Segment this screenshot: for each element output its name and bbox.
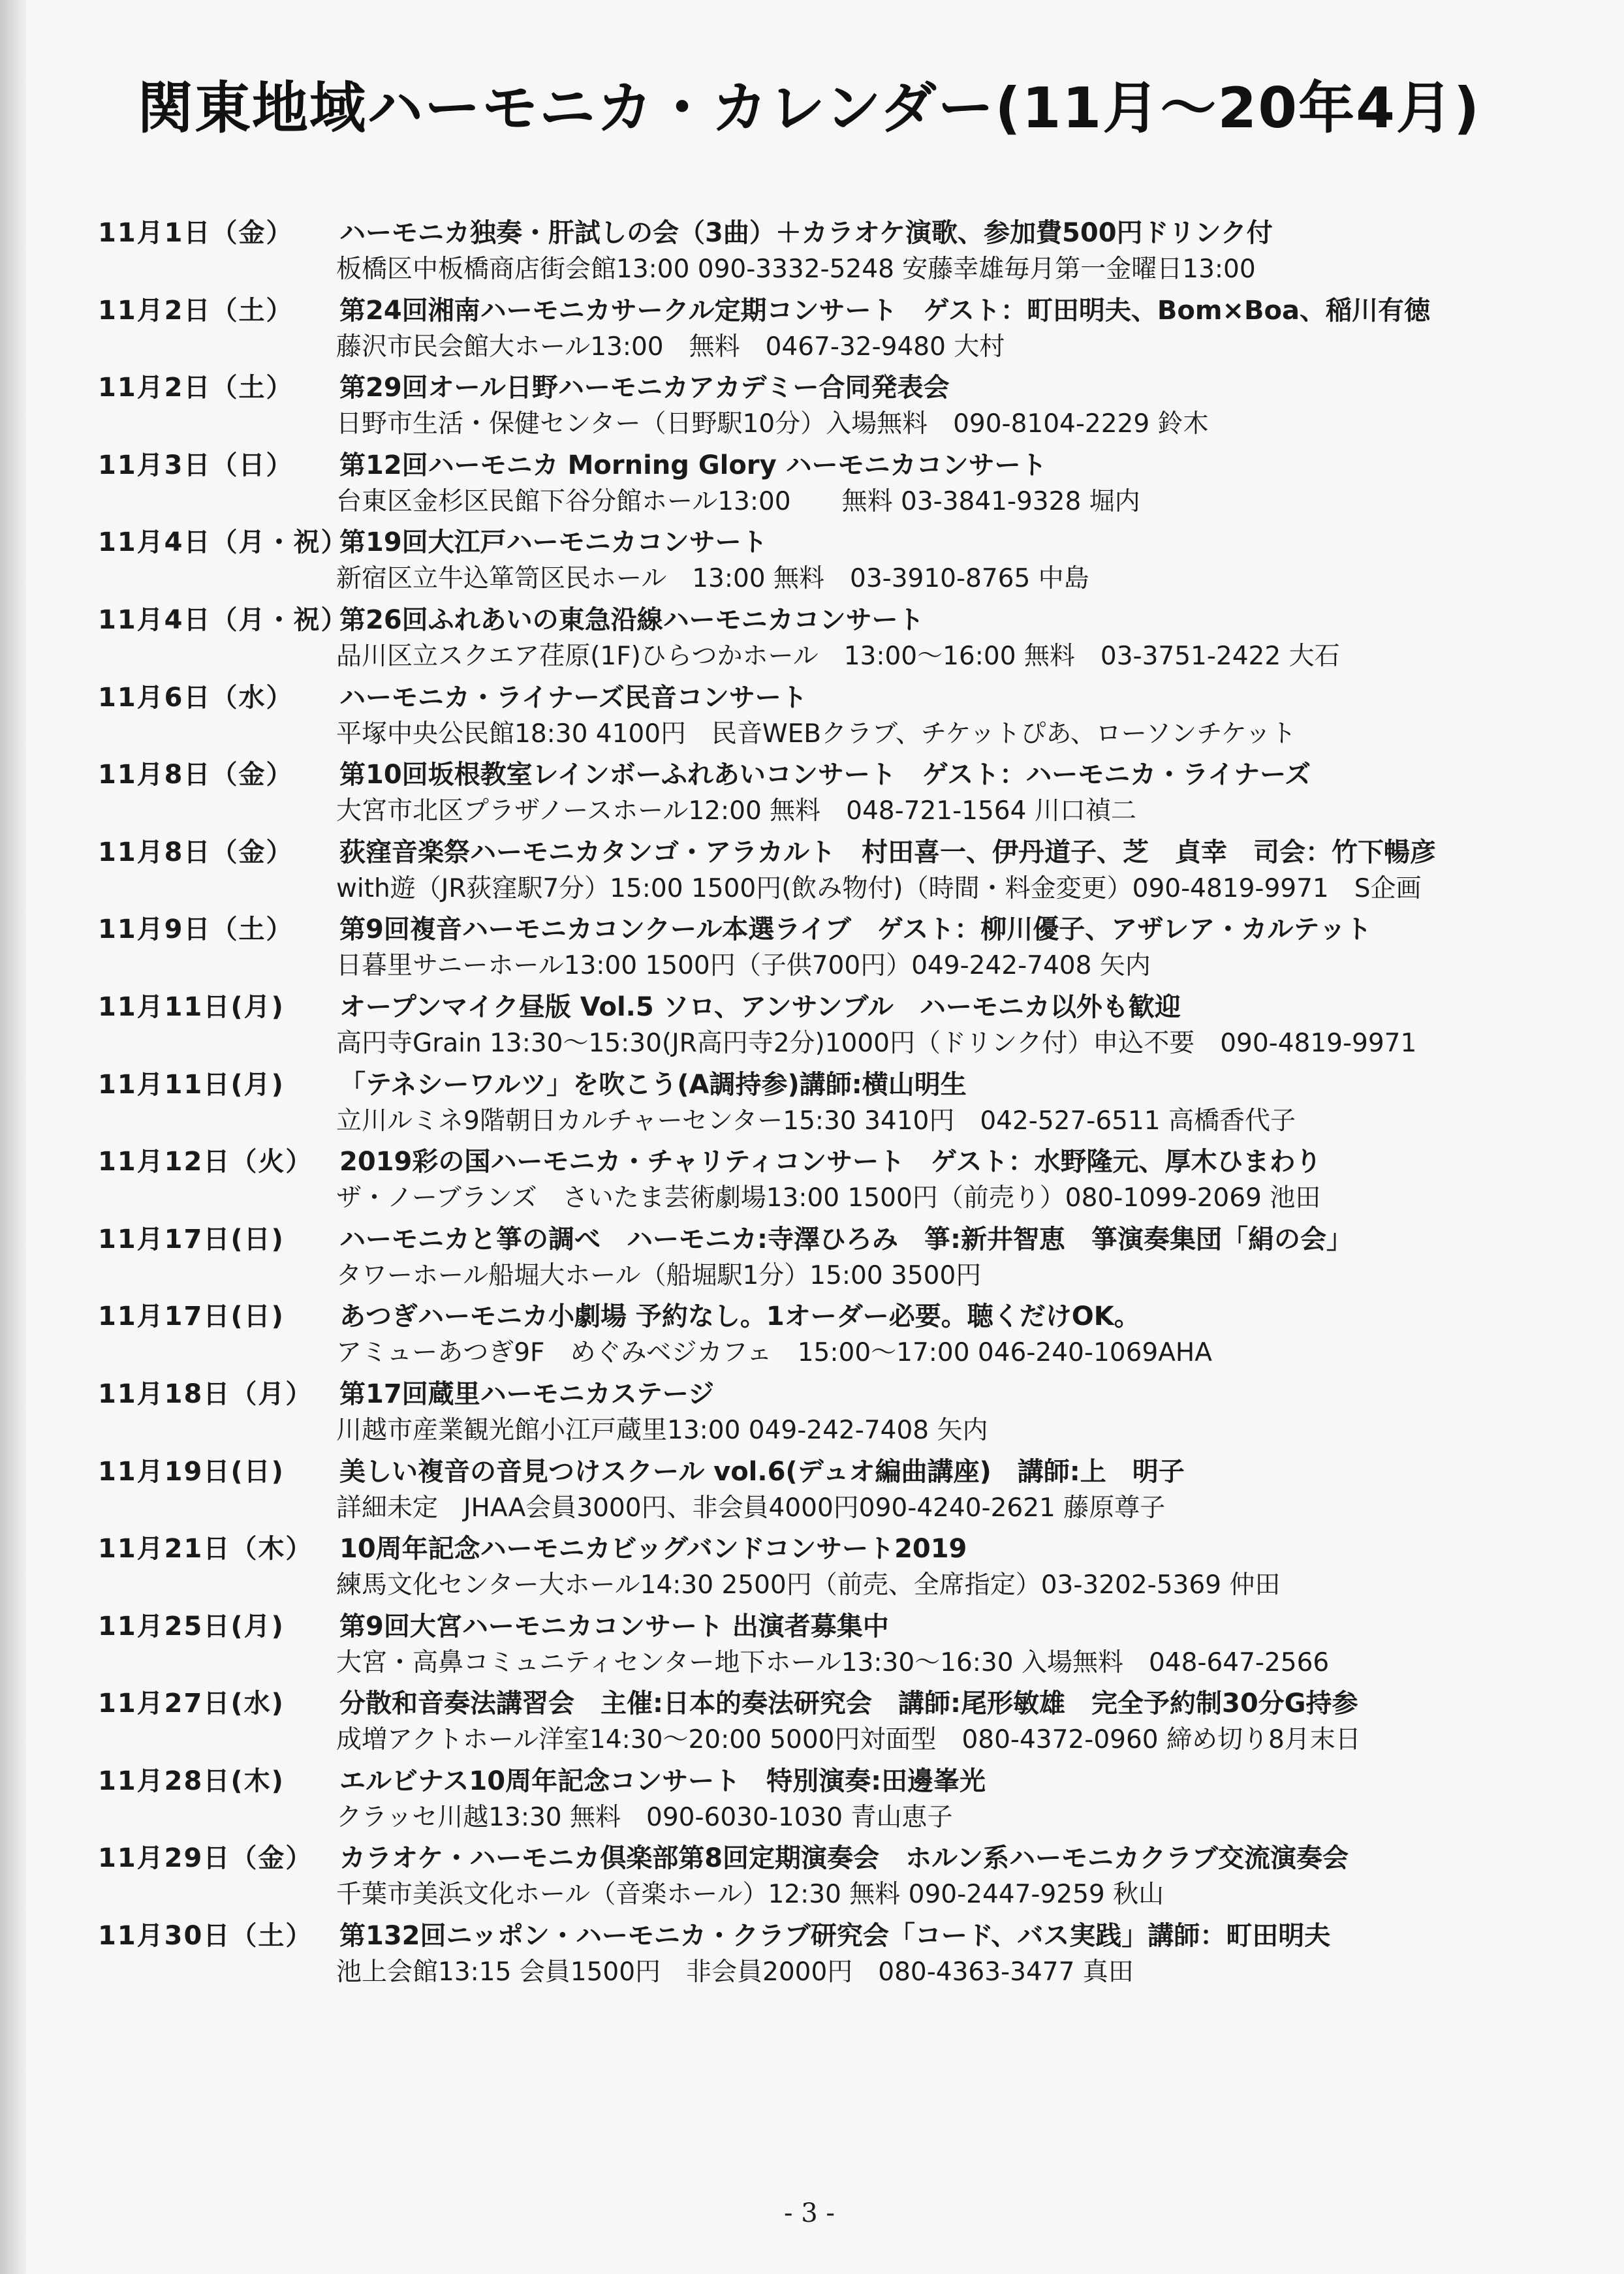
event-detail: アミューあつぎ9F めぐみベジカフェ 15:00〜17:00 046-240-1069AHA bbox=[336, 1338, 1212, 1368]
event-detail: ザ・ノーブランズ さいたま芸術劇場13:00 1500円（前売り）080-1099-2069 池田 bbox=[336, 1183, 1321, 1213]
event-entry bbox=[98, 522, 1567, 599]
event-title: 2019彩の国ハーモニカ・チャリティコンサート ゲスト：水野隆元、厚木ひまわり bbox=[339, 1147, 1322, 1177]
event-date: 11月19日(日) bbox=[98, 1456, 285, 1487]
event-entry bbox=[98, 290, 1567, 367]
event-title: オープンマイク昼版 Vol.5 ソロ、アンサンブル ハーモニカ以外も歓迎 bbox=[339, 991, 1181, 1022]
event-title: ハーモニカ・ライナーズ民音コンサート bbox=[339, 682, 807, 713]
event-date: 11月2日（土） bbox=[98, 373, 294, 403]
event-date: 11月25日(月) bbox=[98, 1611, 285, 1642]
event-entry bbox=[98, 1683, 1567, 1760]
event-date: 11月27日(水) bbox=[98, 1689, 285, 1719]
event-entry bbox=[98, 832, 1567, 909]
event-date: 11月12日（火） bbox=[98, 1147, 313, 1177]
event-detail: 板橋区中板橋商店街会館13:00 090-3332-5248 安藤幸雄毎月第一金曜日13:00 bbox=[336, 255, 1256, 284]
event-entry bbox=[98, 1141, 1567, 1219]
event-detail: 立川ルミネ9階朝日カルチャーセンター15:30 3410円 042-527-6511 高橋香代子 bbox=[336, 1106, 1296, 1136]
event-date: 11月4日（月・祝） bbox=[98, 527, 349, 558]
event-title: 「テネシーワルツ」を吹こう(A調持参)講師:横山明生 bbox=[339, 1069, 967, 1100]
event-title: 第29回オール日野ハーモニカアカデミー合同発表会 bbox=[339, 373, 950, 403]
event-entry bbox=[98, 1296, 1567, 1373]
event-list bbox=[98, 212, 1567, 1993]
event-title: あつぎハーモニカ小劇場 予約なし。1オーダー必要。聴くだけOK。 bbox=[339, 1301, 1140, 1332]
event-entry bbox=[98, 986, 1567, 1064]
event-entry bbox=[98, 1606, 1567, 1683]
event-entry bbox=[98, 444, 1567, 522]
event-detail: 千葉市美浜文化ホール（音楽ホール）12:30 無料 090-2447-9259 秋山 bbox=[336, 1880, 1164, 1910]
event-entry bbox=[98, 1373, 1567, 1451]
event-title: カラオケ・ハーモニカ倶楽部第8回定期演奏会 ホルン系ハーモニカクラブ交流演奏会 bbox=[339, 1843, 1349, 1874]
event-date: 11月8日（金） bbox=[98, 837, 294, 867]
page-title: 関東地域ハーモニカ・カレンダー(11月〜20年4月) bbox=[137, 76, 1481, 141]
event-date: 11月28日(木) bbox=[98, 1766, 285, 1796]
event-entry bbox=[98, 599, 1567, 677]
event-entry bbox=[98, 1837, 1567, 1915]
event-entry bbox=[98, 1064, 1567, 1142]
event-date: 11月21日（木） bbox=[98, 1534, 313, 1565]
event-title: 第17回蔵里ハーモニカステージ bbox=[339, 1378, 715, 1409]
event-title: 第10回坂根教室レインボーふれあいコンサート ゲスト：ハーモニカ・ライナーズ bbox=[339, 760, 1311, 790]
event-title: 10周年記念ハーモニカビッグバンドコンサート2019 bbox=[339, 1534, 967, 1565]
event-title: 分散和音奏法講習会 主催:日本的奏法研究会 講師:尾形敏雄 完全予約制30分G持参 bbox=[339, 1689, 1358, 1719]
page-number: - 3 - bbox=[784, 2198, 835, 2228]
event-title: 第132回ニッポン・ハーモニカ・クラブ研究会「コード、バス実践」講師：町田明夫 bbox=[339, 1921, 1331, 1952]
event-date: 11月8日（金） bbox=[98, 760, 294, 790]
event-title: エルビナス10周年記念コンサート 特別演奏:田邊峯光 bbox=[339, 1766, 986, 1796]
event-detail: クラッセ川越13:30 無料 090-6030-1030 青山恵子 bbox=[336, 1802, 953, 1832]
event-title: 第9回大宮ハーモニカコンサート 出演者募集中 bbox=[339, 1611, 889, 1642]
page-edge-shadow bbox=[0, 0, 26, 2274]
event-entry bbox=[98, 754, 1567, 832]
event-detail: 練馬文化センター大ホール14:30 2500円（前売、全席指定）03-3202-5369 仲田 bbox=[336, 1570, 1281, 1600]
event-title: ハーモニカ独奏・肝試しの会（3曲）＋カラオケ演歌、参加費500円ドリンク付 bbox=[339, 218, 1273, 248]
event-date: 11月17日(日) bbox=[98, 1301, 285, 1332]
event-title: 第26回ふれあいの東急沿線ハーモニカコンサート bbox=[339, 604, 924, 635]
event-date: 11月9日（土） bbox=[98, 914, 294, 945]
event-date: 11月6日（水） bbox=[98, 682, 294, 713]
event-entry bbox=[98, 212, 1567, 290]
event-date: 11月30日（土） bbox=[98, 1921, 313, 1952]
event-entry bbox=[98, 1915, 1567, 1993]
event-entry bbox=[98, 909, 1567, 986]
event-detail: 新宿区立牛込箪笥区民ホール 13:00 無料 03-3910-8765 中島 bbox=[336, 564, 1089, 594]
event-detail: 池上会館13:15 会員1500円 非会員2000円 080-4363-3477 真田 bbox=[336, 1957, 1134, 1987]
event-title: 第12回ハーモニカ Morning Glory ハーモニカコンサート bbox=[339, 450, 1047, 480]
event-date: 11月3日（日） bbox=[98, 450, 294, 480]
event-title: 第24回湘南ハーモニカサークル定期コンサート ゲスト：町田明夫、Bom×Boa、稲川有徳 bbox=[339, 295, 1430, 326]
event-title: 美しい複音の音見つけスクール vol.6(デュオ編曲講座) 講師:上 明子 bbox=[339, 1456, 1185, 1487]
event-detail: タワーホール船堀大ホール（船堀駅1分）15:00 3500円 bbox=[336, 1260, 982, 1290]
event-entry bbox=[98, 1451, 1567, 1529]
event-detail: with遊（JR荻窪駅7分）15:00 1500円(飲み物付)（時間・料金変更）090-4819-9971 S企画 bbox=[336, 873, 1422, 903]
event-title: 第9回複音ハーモニカコンクール本選ライブ ゲスト：柳川優子、アザレア・カルテット bbox=[339, 914, 1372, 945]
event-detail: 川越市産業観光館小江戸蔵里13:00 049-242-7408 矢内 bbox=[336, 1415, 988, 1445]
event-detail: 台東区金杉区民館下谷分館ホール13:00 無料 03-3841-9328 堀内 bbox=[336, 486, 1140, 516]
event-date: 11月2日（土） bbox=[98, 295, 294, 326]
event-date: 11月11日(月) bbox=[98, 1069, 285, 1100]
event-detail: 品川区立スクエア荏原(1F)ひらつかホール 13:00〜16:00 無料 03-3751-2422 大石 bbox=[336, 641, 1340, 671]
event-title: 荻窪音楽祭ハーモニカタンゴ・アラカルト 村田喜一、伊丹道子、芝 貞幸 司会：竹下暢彦 bbox=[339, 837, 1436, 867]
event-date: 11月4日（月・祝） bbox=[98, 604, 349, 635]
event-detail: 大宮市北区プラザノースホール12:00 無料 048-721-1564 川口禎二 bbox=[336, 796, 1136, 826]
event-entry bbox=[98, 1760, 1567, 1838]
event-date: 11月18日（月） bbox=[98, 1378, 313, 1409]
event-date: 11月17日(日) bbox=[98, 1224, 285, 1254]
event-entry bbox=[98, 367, 1567, 444]
event-detail: 平塚中央公民館18:30 4100円 民音WEBクラブ、チケットぴあ、ローソンチケット bbox=[336, 719, 1296, 749]
event-title: 第19回大江戸ハーモニカコンサート bbox=[339, 527, 768, 558]
event-title: ハーモニカと箏の調べ ハーモニカ:寺澤ひろみ 箏:新井智恵 箏演奏集団「絹の会」 bbox=[339, 1224, 1352, 1254]
event-detail: 日暮里サニーホール13:00 1500円（子供700円）049-242-7408 矢内 bbox=[336, 951, 1151, 981]
event-date: 11月29日（金） bbox=[98, 1843, 313, 1874]
event-entry bbox=[98, 677, 1567, 755]
event-detail: 詳細未定 JHAA会員3000円、非会員4000円090-4240-2621 藤原尊子 bbox=[336, 1493, 1166, 1523]
event-entry bbox=[98, 1219, 1567, 1296]
event-detail: 大宮・高鼻コミュニティセンター地下ホール13:30〜16:30 入場無料 048-647-2566 bbox=[336, 1647, 1330, 1677]
event-detail: 高円寺Grain 13:30〜15:30(JR高円寺2分)1000円（ドリンク付）申込不要 090-4819-9971 bbox=[336, 1028, 1417, 1058]
event-entry bbox=[98, 1528, 1567, 1606]
event-detail: 成増アクトホール洋室14:30〜20:00 5000円対面型 080-4372-0960 締め切り8月末日 bbox=[336, 1725, 1361, 1755]
event-detail: 藤沢市民会館大ホール13:00 無料 0467-32-9480 大村 bbox=[336, 332, 1005, 362]
event-date: 11月11日(月) bbox=[98, 991, 285, 1022]
event-date: 11月1日（金） bbox=[98, 218, 294, 248]
event-detail: 日野市生活・保健センター（日野駅10分）入場無料 090-8104-2229 鈴木 bbox=[336, 409, 1209, 439]
